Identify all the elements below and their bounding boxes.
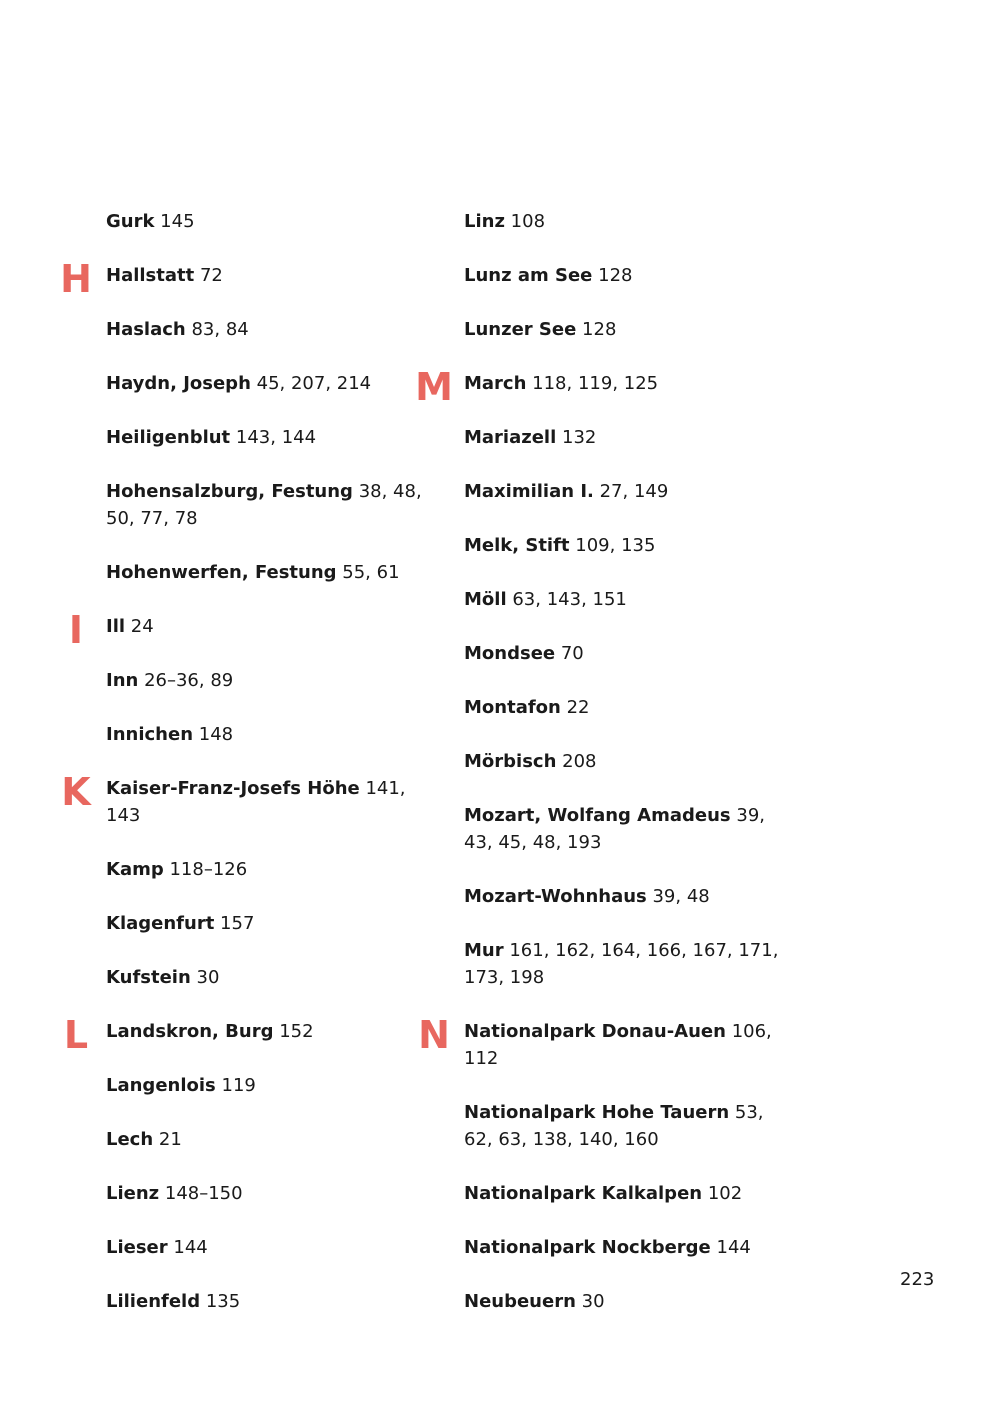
index-term: Hallstatt	[106, 265, 195, 286]
index-term: Klagenfurt	[106, 913, 215, 934]
index-pages: 38, 48, 50, 77, 78	[106, 481, 422, 529]
index-pages: 39, 43, 45, 48, 193	[464, 805, 766, 853]
index-entry	[464, 1180, 794, 1207]
index-entry	[61, 770, 426, 829]
index-entry	[464, 532, 794, 559]
index-pages: 132	[562, 427, 597, 448]
index-pages: 119	[221, 1075, 256, 1096]
index-pages: 144	[173, 1237, 208, 1258]
index-entry	[106, 1072, 426, 1099]
index-term: Möll	[464, 589, 507, 610]
index-term: Mozart, Wolfang Amadeus	[464, 805, 731, 826]
index-entry	[464, 1288, 794, 1315]
index-term: Nationalpark Hohe Tauern	[464, 1102, 730, 1123]
index-column-left	[60, 208, 426, 1342]
index-pages: 63, 143, 151	[512, 589, 627, 610]
index-term: Lech	[106, 1129, 154, 1150]
index-term: Linz	[464, 211, 505, 232]
index-entry	[464, 262, 794, 289]
index-pages: 148–150	[164, 1183, 243, 1204]
index-pages: 108	[510, 211, 546, 232]
index-entry	[418, 1013, 794, 1072]
section-letter: L	[63, 1013, 89, 1057]
index-pages: 143, 144	[235, 427, 317, 448]
index-pages: 135	[205, 1291, 241, 1312]
section-letter: N	[418, 1013, 450, 1057]
index-entry	[106, 316, 426, 343]
index-entry	[106, 667, 426, 694]
index-pages: 30	[196, 967, 220, 988]
index-entry	[106, 424, 426, 451]
index-pages: 148	[198, 724, 234, 745]
index-term: Haslach	[106, 319, 186, 340]
index-term: Mur	[464, 940, 504, 961]
index-entry	[63, 1013, 426, 1057]
index-term: Landskron, Burg	[106, 1021, 274, 1042]
index-term: March	[464, 373, 527, 394]
index-entry	[464, 640, 794, 667]
index-term: Mariazell	[464, 427, 557, 448]
index-pages: 118–126	[169, 859, 248, 880]
index-term: Gurk	[106, 211, 155, 232]
index-entry	[106, 478, 426, 532]
index-entry	[464, 208, 794, 235]
index-entry	[68, 608, 426, 652]
index-term: Kufstein	[106, 967, 191, 988]
index-pages: 106, 112	[464, 1021, 772, 1069]
index-pages: 45, 207, 214	[256, 373, 372, 394]
index-pages: 109, 135	[575, 535, 656, 556]
index-pages: 53, 62, 63, 138, 140, 160	[464, 1102, 764, 1150]
index-term: Nationalpark Nockberge	[464, 1237, 711, 1258]
index-entry	[464, 748, 794, 775]
index-term: Heiligenblut	[106, 427, 231, 448]
index-pages: 141, 143	[106, 778, 406, 826]
index-pages: 27, 149	[599, 481, 669, 502]
index-pages: 39, 48	[652, 886, 710, 907]
section-letter: M	[415, 365, 453, 409]
index-pages: 152	[279, 1021, 314, 1042]
index-pages: 22	[566, 697, 590, 718]
index-entry	[415, 365, 794, 409]
index-entry	[106, 1126, 426, 1153]
index-term: Kaiser-Franz-Josefs Höhe	[106, 778, 360, 799]
index-pages: 55, 61	[342, 562, 400, 583]
index-term: Melk, Stift	[464, 535, 570, 556]
index-entry	[106, 1288, 426, 1315]
index-entry	[106, 370, 426, 397]
index-pages: 161, 162, 164, 166, 167, 171, 173, 198	[464, 940, 779, 988]
index-pages: 208	[562, 751, 597, 772]
index-pages: 144	[716, 1237, 751, 1258]
index-term: Lieser	[106, 1237, 168, 1258]
index-term: Lunzer See	[464, 319, 577, 340]
index-entry	[106, 1234, 426, 1261]
index-pages: 21	[158, 1129, 182, 1150]
section-letter: K	[61, 770, 91, 814]
index-entry	[464, 694, 794, 721]
index-term: Innichen	[106, 724, 194, 745]
index-term: Mörbisch	[464, 751, 557, 772]
section-letter: I	[68, 608, 84, 652]
index-pages: 145	[160, 211, 195, 232]
index-term: Kamp	[106, 859, 164, 880]
index-term: Inn	[106, 670, 139, 691]
index-pages: 30	[581, 1291, 605, 1312]
index-entry	[464, 1234, 794, 1261]
index-term: Montafon	[464, 697, 561, 718]
index-pages: 83, 84	[191, 319, 249, 340]
index-pages: 72	[199, 265, 223, 286]
page-number: 223	[900, 1269, 935, 1290]
index-column-right	[415, 208, 794, 1342]
index-pages: 128	[582, 319, 617, 340]
index-entry	[106, 910, 426, 937]
index-entry	[464, 586, 794, 613]
index-term: Lienz	[106, 1183, 160, 1204]
index-entry	[464, 883, 794, 910]
index-pages: 102	[707, 1183, 743, 1204]
index-entry	[464, 1099, 794, 1153]
index-entry	[106, 964, 426, 991]
index-entry	[464, 316, 794, 343]
index-pages: 157	[220, 913, 255, 934]
index-term: Nationalpark Donau-Auen	[464, 1021, 726, 1042]
index-entry	[464, 802, 794, 856]
index-term: Mondsee	[464, 643, 556, 664]
index-pages: 70	[560, 643, 584, 664]
index-pages: 128	[598, 265, 633, 286]
index-term: Neubeuern	[464, 1291, 576, 1312]
index-term: Maximilian I.	[464, 481, 594, 502]
index-term: Lilienfeld	[106, 1291, 201, 1312]
section-letter: H	[60, 257, 92, 301]
index-entry	[464, 937, 794, 991]
index-term: Hohenwerfen, Festung	[106, 562, 337, 583]
index-entry	[106, 559, 426, 586]
index-pages: 24	[130, 616, 154, 637]
index-term: Haydn, Joseph	[106, 373, 251, 394]
index-entry	[106, 721, 426, 748]
index-entry	[106, 208, 426, 235]
index-pages: 26–36, 89	[144, 670, 234, 691]
index-entry	[106, 856, 426, 883]
index-term: Ill	[106, 616, 126, 637]
index-entry	[106, 1180, 426, 1207]
index-term: Mozart-Wohnhaus	[464, 886, 647, 907]
index-pages: 118, 119, 125	[532, 373, 659, 394]
index-term: Lunz am See	[464, 265, 593, 286]
index-term: Nationalpark Kalkalpen	[464, 1183, 703, 1204]
index-entry	[464, 424, 794, 451]
index-entry	[464, 478, 794, 505]
index-entry	[60, 257, 426, 301]
index-term: Langenlois	[106, 1075, 216, 1096]
index-term: Hohensalzburg, Festung	[106, 481, 353, 502]
